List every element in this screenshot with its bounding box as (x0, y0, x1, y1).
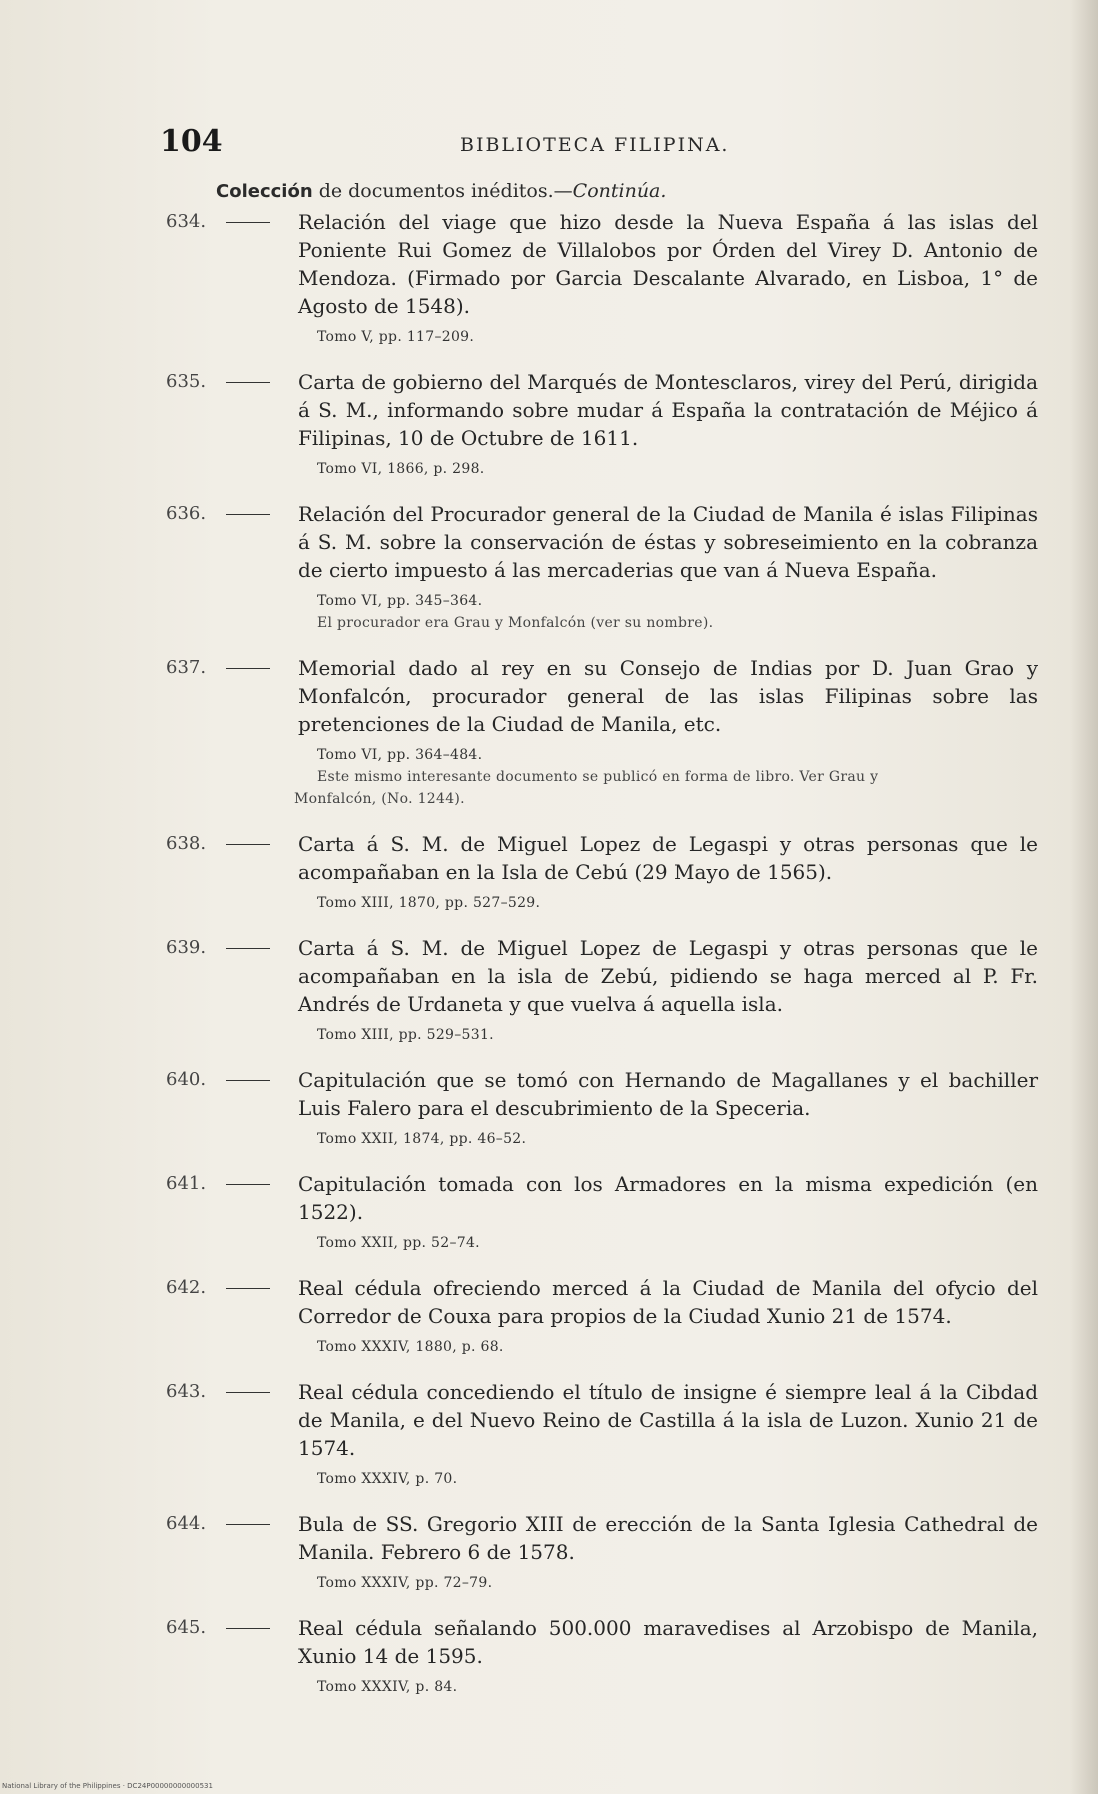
entry-number: 638. (166, 833, 207, 854)
entry-number: 644. (166, 1513, 207, 1534)
entry-text: Real cédula concediendo el título de insigne é siempre leal á la Cibdad de Manila, e del Nuevo Reino de Castilla á la isla de Luzon. Xunio 21 de 1574. (298, 1380, 1038, 1460)
entry-item (160, 368, 1038, 480)
entry-text: Relación del viage que hizo desde la Nueva España á las islas del Poniente Rui Gomez de Villalobos por Órden del Virey D. Antonio de Mendoza. (Firmado por Garcia Descalante Alvarado, en Lisboa, 1° de Agosto de 1548). (298, 210, 1038, 318)
entry-number: 643. (166, 1381, 207, 1402)
entry-reference: Tomo XIII, 1870, pp. 527–529. (317, 895, 541, 911)
entry-item (160, 1510, 1038, 1594)
section-heading-text: de documentos inéditos.— (312, 180, 573, 202)
entry-reference: Tomo VI, 1866, p. 298. (317, 461, 485, 477)
entry-number: 642. (166, 1277, 207, 1298)
entry-number: 640. (166, 1069, 207, 1090)
entry-dash (226, 948, 270, 949)
entry-note: El procurador era Grau y Monfalcón (ver su nombre). (317, 615, 714, 631)
entry-dash (226, 382, 270, 383)
entry-item (160, 1066, 1038, 1150)
entry-dash (226, 1184, 270, 1185)
entry-item (160, 208, 1038, 348)
entry-text: Capitulación tomada con los Armadores en la misma expedición (en 1522). (298, 1172, 1038, 1224)
entry-number: 634. (166, 211, 207, 232)
entry-dash (226, 1628, 270, 1629)
page-content (160, 178, 1038, 1718)
entry-dash (226, 1392, 270, 1393)
entry-text: Relación del Procurador general de la Ciudad de Manila é islas Filipinas á S. M. sobre la conservación de éstas y sobreseimiento en la cobranza de cierto impuesto á las mercaderias que van á Nueva España. (298, 502, 1038, 582)
entry-number: 645. (166, 1617, 207, 1638)
entry-reference: Tomo VI, pp. 364–484. (317, 747, 483, 763)
entry-dash (226, 1080, 270, 1081)
entry-note-continued: Monfalcón, (No. 1244). (294, 791, 465, 807)
entry-item (160, 934, 1038, 1046)
entry-reference: Tomo XXII, 1874, pp. 46–52. (317, 1131, 527, 1147)
entry-text: Bula de SS. Gregorio XIII de erección de la Santa Iglesia Cathedral de Manila. Febrero 6 de 1578. (298, 1512, 1038, 1564)
entry-reference: Tomo XIII, pp. 529–531. (317, 1027, 494, 1043)
entry-number: 636. (166, 503, 207, 524)
entry-reference: Tomo VI, pp. 345–364. (317, 593, 483, 609)
running-title: BIBLIOTECA FILIPINA. (460, 134, 730, 156)
scan-credit: National Library of the Philippines · DC24P00000000000531 (2, 1782, 213, 1790)
entry-number: 637. (166, 657, 207, 678)
entry-item (160, 654, 1038, 810)
entry-item (160, 830, 1038, 914)
entry-text: Carta á S. M. de Miguel Lopez de Legaspi y otras personas que le acompañaban en la isla de Zebú, pidiendo se haga merced al P. Fr. Andrés de Urdaneta y que vuelva á aquella isla. (298, 936, 1038, 1016)
entry-note: Este mismo interesante documento se publicó en forma de libro. Ver Grau y (317, 769, 879, 785)
entry-dash (226, 514, 270, 515)
entry-reference: Tomo XXXIV, p. 84. (317, 1679, 458, 1695)
entry-item (160, 500, 1038, 634)
entry-reference: Tomo V, pp. 117–209. (317, 329, 475, 345)
page-edge-shadow (1070, 0, 1098, 1794)
entry-dash (226, 668, 270, 669)
entry-text: Memorial dado al rey en su Consejo de Indias por D. Juan Grao y Monfalcón, procurador general de las islas Filipinas sobre las pretenciones de la Ciudad de Manila, etc. (298, 656, 1038, 736)
entry-dash (226, 1288, 270, 1289)
entry-item (160, 1274, 1038, 1358)
entry-text: Real cédula ofreciendo merced á la Ciudad de Manila del ofycio del Corredor de Couxa para propios de la Ciudad Xunio 21 de 1574. (298, 1276, 1038, 1328)
entry-item (160, 1378, 1038, 1490)
entry-reference: Tomo XXXIV, pp. 72–79. (317, 1575, 493, 1591)
entry-item (160, 1614, 1038, 1698)
entry-text: Carta de gobierno del Marqués de Montesclaros, virey del Perú, dirigida á S. M., informando sobre mudar á España la contratación de Méjico á Filipinas, 10 de Octubre de 1611. (298, 370, 1038, 450)
entry-dash (226, 1524, 270, 1525)
section-heading-bold: Colección (216, 181, 313, 202)
entry-number: 641. (166, 1173, 207, 1194)
entry-dash (226, 222, 270, 223)
entry-text: Capitulación que se tomó con Hernando de Magallanes y el bachiller Luis Falero para el descubrimiento de la Speceria. (298, 1068, 1038, 1120)
page-header (160, 124, 1040, 164)
entry-text: Real cédula señalando 500.000 maravedises al Arzobispo de Manila, Xunio 14 de 1595. (298, 1616, 1038, 1668)
entry-reference: Tomo XXII, pp. 52–74. (317, 1235, 480, 1251)
entry-reference: Tomo XXXIV, 1880, p. 68. (317, 1339, 504, 1355)
section-heading-continua: Continúa. (572, 180, 667, 202)
entry-text: Carta á S. M. de Miguel Lopez de Legaspi y otras personas que le acompañaban en la Isla de Cebú (29 Mayo de 1565). (298, 832, 1038, 884)
entry-item (160, 1170, 1038, 1254)
entry-dash (226, 844, 270, 845)
entry-reference: Tomo XXXIV, p. 70. (317, 1471, 458, 1487)
entry-number: 635. (166, 371, 207, 392)
entry-list (160, 208, 1038, 1698)
page-number: 104 (160, 124, 223, 159)
entry-number: 639. (166, 937, 207, 958)
section-heading (216, 178, 1038, 205)
